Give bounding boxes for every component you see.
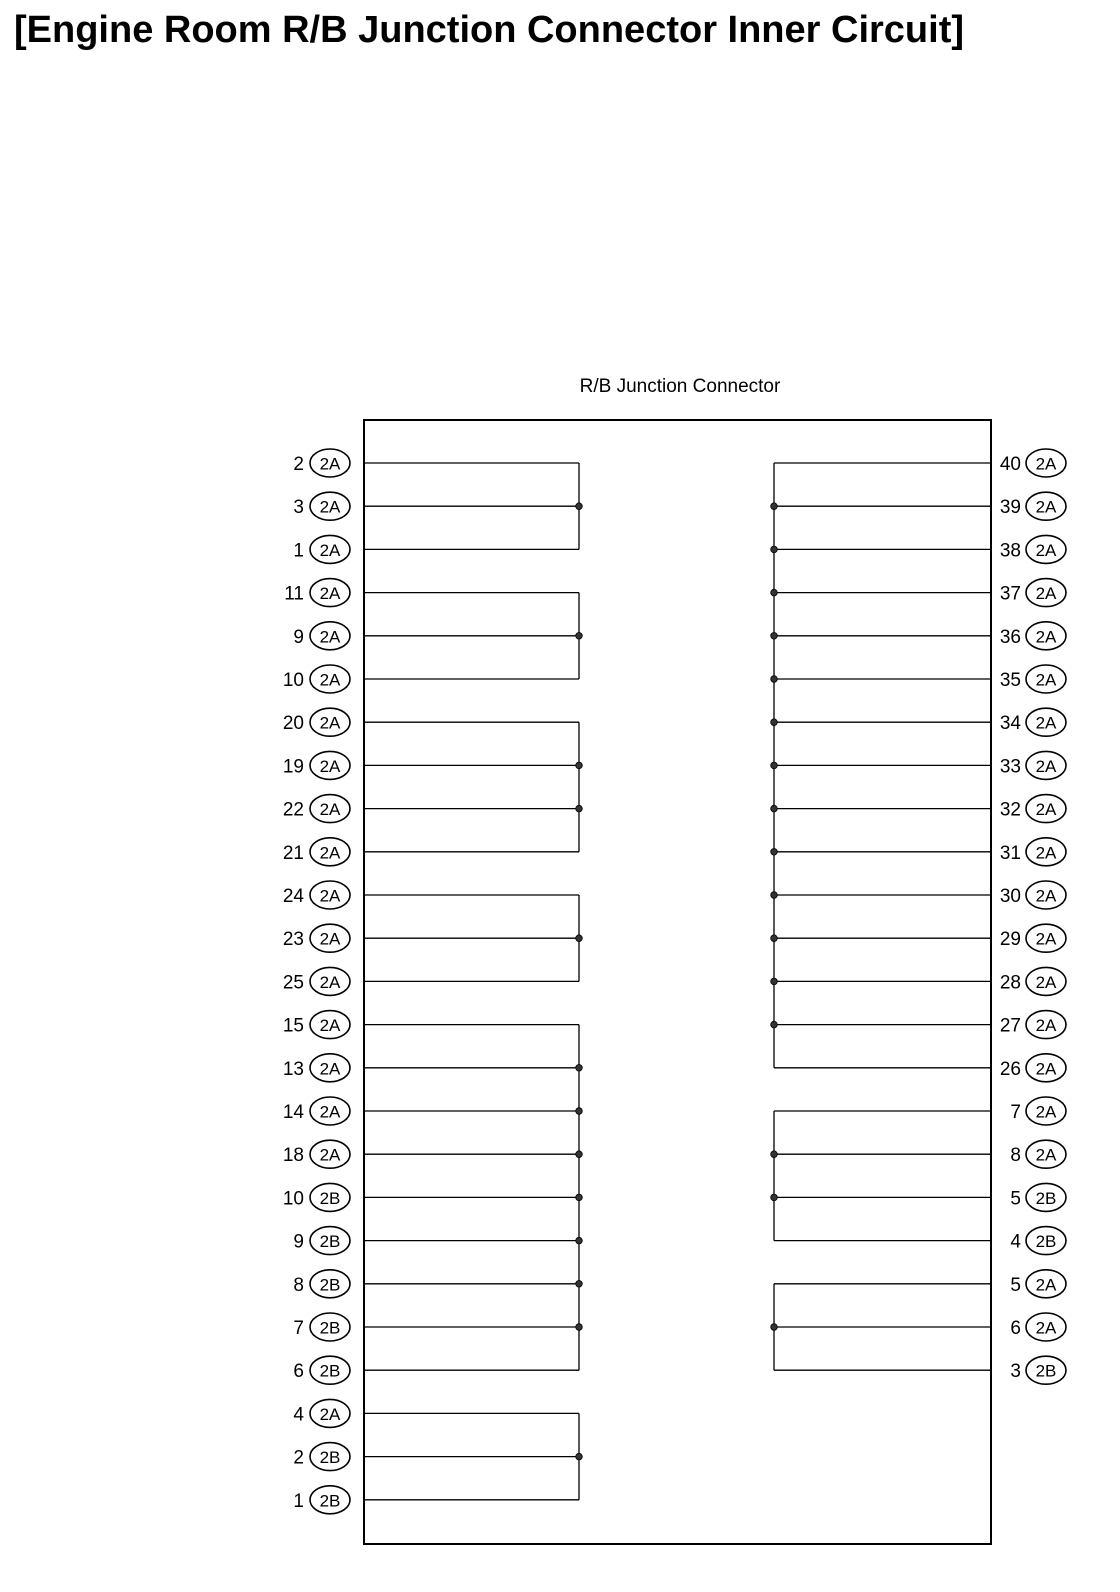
junction-dot [771,676,778,683]
pin-number: 34 [999,713,1021,735]
right-pin [1000,795,1066,823]
connector-id: 2A [319,1016,341,1036]
connector-id: 2A [319,800,341,820]
pin-number: 35 [999,670,1021,691]
left-pin [283,967,350,995]
pin-number: 15 [282,1015,304,1037]
connector-id: 2A [319,972,341,992]
pin-number: 6 [293,1361,304,1383]
junction-dot [771,978,778,985]
pin-number: 10 [282,670,304,691]
left-pin [293,1356,350,1384]
pin-number: 36 [999,626,1021,648]
right-pin [1010,1097,1066,1125]
pin-number: 30 [999,886,1021,907]
connector-id: 2A [1035,756,1057,776]
connector-id: 2B [319,1318,341,1338]
left-pin [283,751,350,779]
pin-number: 1 [293,1490,304,1512]
connector-id: 2A [1035,584,1057,604]
pin-number: 4 [293,1404,304,1426]
connector-id: 2A [319,843,341,863]
junction-dot [576,1108,583,1115]
right-pin [1000,622,1066,650]
junction-dot [771,633,778,640]
connector-id: 2A [319,1145,341,1165]
pin-number: 26 [999,1058,1021,1080]
connector-id: 2A [319,756,341,776]
connector-id: 2A [1035,1275,1057,1295]
left-pin [293,1227,350,1255]
pin-number: 1 [293,540,304,562]
left-pin [283,1140,350,1168]
junction-dot [576,1453,583,1460]
connector-id: 2B [1035,1188,1057,1208]
pin-number: 5 [1010,1274,1021,1296]
connector-id: 2B [1035,1361,1057,1381]
pin-number: 19 [282,756,304,778]
connector-id: 2A [1035,929,1057,949]
junction-dot [576,1281,583,1288]
pin-number: 14 [282,1102,304,1123]
pin-number: 8 [293,1274,304,1296]
left-pin [293,622,350,650]
left-pin [283,881,350,909]
pin-number: 3 [1010,1361,1021,1383]
junction-dot [576,762,583,769]
pin-number: 3 [293,497,304,519]
right-pin [1000,924,1066,952]
pin-number: 10 [282,1188,304,1210]
junction-dot [771,1324,778,1331]
connector-id: 2A [1035,1016,1057,1036]
left-pin [293,1486,350,1514]
pin-number: 7 [1010,1102,1021,1123]
left-pin [283,1011,350,1039]
connector-id: 2B [319,1188,341,1208]
left-pin [293,1313,350,1341]
pin-number: 33 [999,756,1021,778]
connector-id: 2B [319,1361,341,1381]
junction-dot [576,1065,583,1072]
junction-dot [576,1324,583,1331]
connector-id: 2A [319,670,341,690]
connector-id: 2A [1035,713,1057,733]
connector-id: 2A [319,454,341,474]
right-pin [1000,751,1066,779]
junction-dot [771,1021,778,1028]
right-pin [1000,535,1066,563]
connector-id: 2A [319,886,341,906]
pin-number: 24 [282,886,304,907]
right-pin [1000,838,1066,866]
right-pin [1000,492,1066,520]
pin-number: 40 [999,454,1021,475]
right-pin [1000,579,1066,607]
junction-dot [771,805,778,812]
left-pin [293,535,350,563]
junction-dot [576,1194,583,1201]
connector-id: 2A [319,1059,341,1079]
right-pin [1010,1270,1066,1298]
junction-dot [771,546,778,553]
pin-number: 6 [1010,1318,1021,1339]
pin-number: 9 [293,1231,304,1253]
pin-number: 25 [282,972,304,994]
connector-id: 2A [319,1404,341,1424]
left-pin [283,1183,350,1211]
right-pin [1000,967,1066,995]
junction-dot [771,935,778,942]
right-pin [1000,881,1066,909]
left-pin [293,1443,350,1471]
right-pin [1010,1140,1066,1168]
right-pin [1000,1054,1066,1082]
left-pin [283,665,350,693]
right-pin [1000,708,1066,736]
junction-dot [771,1194,778,1201]
pin-number: 39 [999,497,1021,519]
connector-id: 2A [319,1102,341,1122]
left-pin [283,838,350,866]
connector-id: 2B [319,1232,341,1252]
pin-number: 22 [282,799,304,821]
pin-number: 2 [293,1447,304,1469]
pin-number: 37 [999,583,1021,605]
connector-id: 2A [1035,540,1057,560]
left-pin [283,1054,350,1082]
connector-id: 2A [1035,1145,1057,1165]
connector-id: 2A [1035,1102,1057,1122]
junction-dot [771,719,778,726]
connector-id: 2B [1035,1232,1057,1252]
connector-id: 2A [1035,454,1057,474]
left-pin [293,492,350,520]
pin-number: 29 [999,929,1021,951]
connector-id: 2A [319,497,341,517]
right-pin [1010,1313,1066,1341]
pin-number: 5 [1010,1188,1021,1210]
wires [364,463,991,1500]
pin-number: 27 [999,1015,1021,1037]
junction-dot [771,762,778,769]
pin-number: 4 [1010,1231,1021,1253]
pin-number: 21 [282,842,304,864]
junction-dot [576,1151,583,1158]
pin-number: 31 [999,842,1021,864]
junction-dot [771,849,778,856]
connector-id: 2A [1035,497,1057,517]
connector-id: 2A [1035,886,1057,906]
connector-id: 2B [319,1491,341,1511]
right-pin [1010,1227,1066,1255]
pin-number: 23 [282,929,304,951]
left-pin [283,924,350,952]
junction-dot [576,935,583,942]
connector-id: 2A [319,929,341,949]
junction-dot [771,503,778,510]
connector-id: 2A [1035,1318,1057,1338]
junction-dot [576,503,583,510]
right-pin [1000,665,1066,693]
left-pin [283,1097,350,1125]
pin-number: 2 [293,454,304,475]
pin-number: 38 [999,540,1021,562]
connector-id: 2A [1035,800,1057,820]
connector-id: 2A [1035,670,1057,690]
pin-number: 8 [1010,1145,1021,1167]
right-pin [1000,1011,1066,1039]
connector-id: 2A [319,713,341,733]
pin-number: 13 [282,1058,304,1080]
pin-number: 11 [284,583,304,605]
pin-number: 28 [999,972,1021,994]
connector-id: 2B [319,1448,341,1468]
junction-dot [771,892,778,899]
right-pin [1000,449,1066,477]
pin-number: 9 [293,626,304,648]
junction-dot [576,1237,583,1244]
junction-dot [771,589,778,596]
connector-id: 2A [1035,843,1057,863]
right-pin [1010,1356,1066,1384]
left-pin [283,708,350,736]
pin-number: 18 [282,1145,304,1167]
connector-id: 2B [319,1275,341,1295]
left-pin [283,795,350,823]
connector-id: 2A [319,584,341,604]
connector-id: 2A [1035,972,1057,992]
left-pin [284,579,350,607]
junction-dot [771,1151,778,1158]
page-title: [Engine Room R/B Junction Connector Inner Circuit] [14,9,964,51]
pin-number: 7 [293,1318,304,1339]
connector-id: 2A [319,540,341,560]
left-pin [293,1399,350,1427]
connector-id: 2A [1035,627,1057,647]
connector-id: 2A [1035,1059,1057,1079]
connector-id: 2A [319,627,341,647]
connector-label: R/B Junction Connector [579,376,781,397]
junction-dot [576,805,583,812]
pin-number: 32 [999,799,1021,821]
pin-number: 20 [282,713,304,735]
junction-dot [576,633,583,640]
left-pin [293,1270,350,1298]
right-pin [1010,1183,1066,1211]
left-pin [293,449,350,477]
